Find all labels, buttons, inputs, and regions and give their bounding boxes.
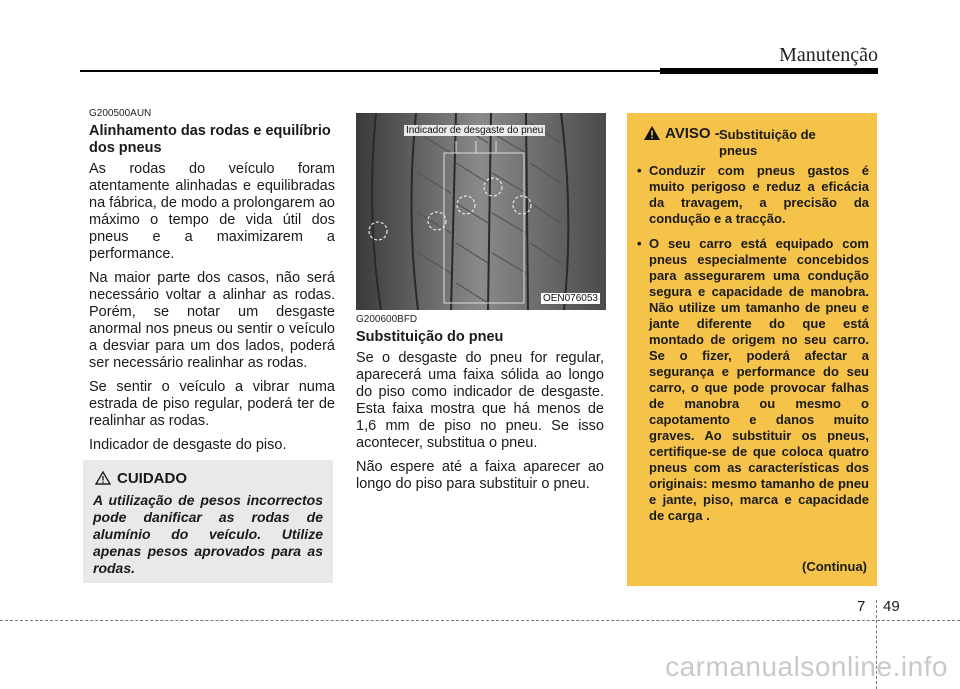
caution-text: A utilização de pesos incorrectos pode danificar as rodas de alumínio do veículo. Utilize apenas pesos aprovados para as rodas. (93, 492, 323, 576)
caution-box (83, 460, 333, 583)
caution-title: CUIDADO (117, 470, 187, 487)
tire-tread-illustration (356, 113, 606, 310)
warning-list (637, 163, 869, 533)
warning-title: AVISO - (665, 125, 720, 142)
paragraph: Na maior parte dos casos, não será necessário voltar a alinhar as rodas. Porém, se notar um desgaste anormal nos pneus ou sentir o veículo a desviar para um dos lados, poderá ser necessário realinhar as rodas. (89, 270, 335, 371)
header-rule-accent (660, 68, 878, 74)
section-code: G200600BFD (356, 314, 418, 325)
section-code: G200500AUN (89, 108, 152, 119)
bullet-icon: • (637, 236, 642, 251)
watermark: carmanualsonline.info (665, 651, 948, 682)
list-item (637, 236, 869, 524)
wheel-alignment-section (89, 108, 335, 461)
warning-triangle-icon (95, 471, 111, 489)
paragraph: Não espere até a faixa aparecer ao longo do piso para substituir o pneu. (356, 459, 604, 492)
section-title: Manutenção (779, 44, 878, 66)
warning-box (627, 113, 877, 586)
paragraph: Se o desgaste do pneu for regular, aparecerá uma faixa sólida ao longo do piso como indicador de desgaste. Esta faixa mostra que há menos de 1,6 mm de piso no pneu. Se isso acontecer, substitua o pneu. (356, 350, 604, 451)
list-item (637, 163, 869, 227)
section-heading: Substituição do pneu (356, 329, 504, 345)
bullet-icon: • (637, 163, 642, 178)
warning-triangle-icon (643, 125, 661, 146)
paragraph: Se sentir o veículo a vibrar numa estrada de piso regular, poderá ter de realinhar as rodas. (89, 379, 335, 429)
tire-tread-image (356, 113, 606, 310)
continued-label: (Continua) (802, 559, 867, 574)
section-heading: Alinhamento das rodas e equilíbrio dos pneus (89, 123, 331, 156)
chapter-number: 7 (857, 598, 866, 615)
caution-heading (95, 470, 187, 489)
image-code: OEN076053 (542, 293, 598, 304)
page-number: 49 (883, 598, 900, 615)
tire-replacement-section (356, 314, 604, 500)
image-label: Indicador de desgaste do pneu (406, 125, 544, 136)
warning-item-text: Conduzir com pneus gastos é muito perigoso e reduz a eficácia da travagem, a precisão da condução e a tracção. (649, 163, 869, 226)
warning-item-text: O seu carro está equipado com pneus especialmente concebidos para assegurarem uma condução segura e capacidade de manobra. Não utilize um tamanho de pneu e jante diferente do que está montado de origem no seu carro. Se o fizer, poderá afectar a segurança e performance do seu carro, o que pode provocar falhas de manobra ou mesmo o capotamento e danos muito graves. Ao substituir os pneus, certifique-se de que coloca quatro pneus com as características dos originais: mesmo tamanho de pneu e jante, piso, marca e capacidade de carga . (649, 236, 869, 523)
footer-rule (0, 620, 960, 621)
paragraph: Indicador de desgaste do piso. (89, 437, 287, 453)
warning-subtitle: Substituição de pneus (719, 127, 816, 158)
paragraph: As rodas do veículo foram atentamente alinhadas e equilibradas na fábrica, de modo a prolongarem ao máximo o tempo de vida útil dos pneus e a maximizarem a performance. (89, 161, 335, 262)
